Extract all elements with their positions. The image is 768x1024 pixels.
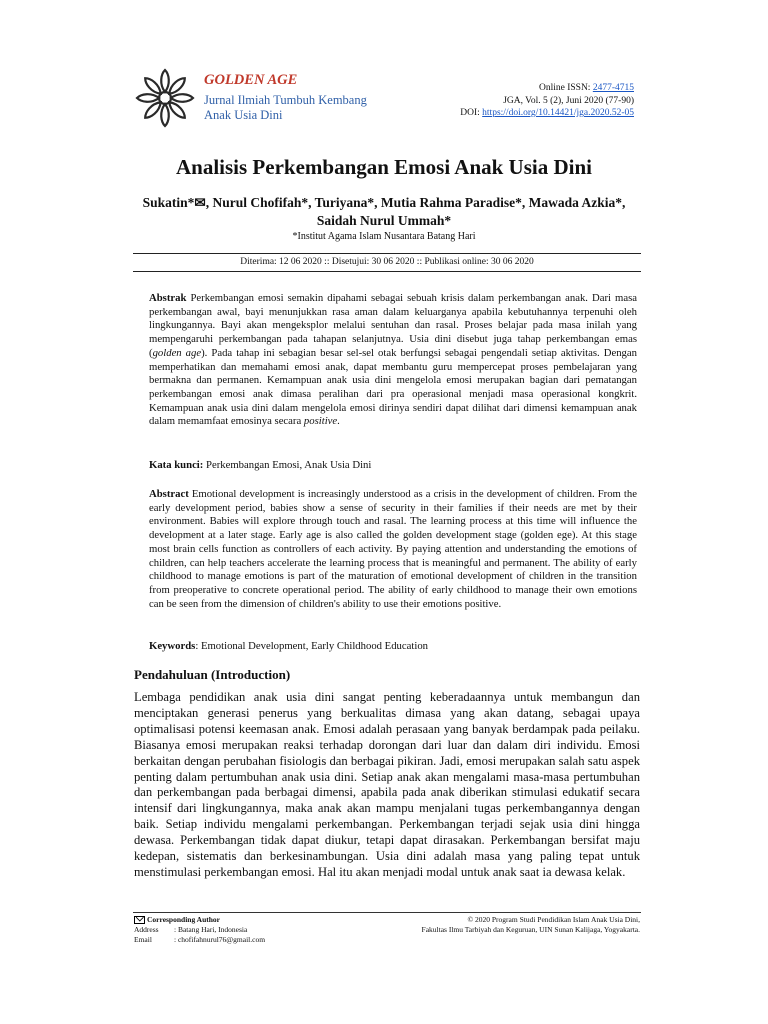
keywords-label: Keywords <box>149 640 196 652</box>
article-title: Analisis Perkembangan Emosi Anak Usia Dini <box>175 155 592 179</box>
keywords <box>149 640 637 652</box>
mail-icon <box>134 916 145 924</box>
abstrak-italic-2: positive <box>303 415 338 428</box>
issn-line <box>460 82 634 95</box>
abstrak-italic-1: golden age <box>152 346 202 359</box>
journal-subtitle-line1: Jurnal Ilmiah Tumbuh Kembang <box>204 93 367 107</box>
divider-top <box>133 253 641 254</box>
author-list <box>120 194 648 230</box>
address-line <box>134 925 265 935</box>
issn-link[interactable]: 2477-4715 <box>592 83 634 93</box>
abstrak-text-b: ). Pada tahap ini sebagian besar sel-sel otak berfungsi sebagai pengendali setiap aktivitas. Dengan memperhatikan dan memahami emosi anak, dapat membantu guru mempercepat proses pembelajaran yang bermakna dan permanen. Kemampuan anak usia dini mengelola emosi merupakan bagian dari pematangan perkembangan emosi anak dimasa peralihan dari pra operasional menjadi masa operasional kongkrit. Kemampuan anak usia dini dalam mengelola emosi dirinya sendiri dapat dilihat dari dimensi kemampuan anak dalam memamfaat emosinya secara <box>149 346 637 428</box>
divider-bottom <box>133 271 641 272</box>
email-line <box>134 935 265 945</box>
email-label: Email <box>134 935 152 944</box>
affiliation: *Institut Agama Islam Nusantara Batang Hari <box>292 231 476 242</box>
volume-line: JGA, Vol. 5 (2), Juni 2020 (77-90) <box>503 95 634 106</box>
section-heading: Pendahuluan (Introduction) <box>134 667 291 682</box>
copyright-block <box>422 915 640 935</box>
corresponding-author-block <box>134 915 265 945</box>
abstrak-text-a: Perkembangan emosi semakin dipahami sebagai sebuah krisis dalam perkembangan anak. Dari masa perkembangan awal, bayi menunjukkan rasa aman dalam keluarganya apabila kebutuhannya terpenuhi oleh lingkungannya. Bayi akan mengeksplor melalui sentuhan dan rasal. Proses belajar pada masa inilah yang mempengaruhi perkembangan pada tahapan selanjutnya. Usia dini disebut juga tahap perkembangan emas ( <box>149 292 637 359</box>
journal-subtitle-line2: Anak Usia Dini <box>204 108 283 122</box>
kata-kunci-label: Kata kunci: <box>149 459 204 471</box>
journal-subtitle <box>204 93 367 123</box>
address-value: : Batang Hari, Indonesia <box>174 925 248 934</box>
address-label: Address <box>134 925 159 934</box>
kata-kunci <box>149 459 637 471</box>
abstrak-label: Abstrak <box>149 292 187 304</box>
footer-rule <box>133 912 641 913</box>
publication-dates: Diterima: 12 06 2020 :: Disetujui: 30 06 2020 :: Publikasi online: 30 06 2020 <box>240 257 534 267</box>
keywords-text: : Emotional Development, Early Childhood Education <box>195 640 429 652</box>
abstract-text: Emotional development is increasingly understood as a crisis in the development of children. From the early development period, babies show a sense of security in their families if their needs are met by their environment. Babies will explore through touch and rasal. The learning process at this time will influence the development at a later stage. Early age is also called the golden development stage (golden ege). At this stage most brain cells function as controllers of each activity. By paying attention and understanding the emotions of children, can help teachers accelerate the learning process that is meaningful and permanent. The ability of early childhood to manage emotions is part of the maturation of emotional development of children in the transition from preoperative to concrete operational period. The ability of early childhood to manage their own emotions can be seen from the dimension of children's ability to use their emotions positive. <box>149 488 637 610</box>
author-line-1: Sukatin*✉, Nurul Chofifah*, Turiyana*, Mutia Rahma Paradise*, Mawada Azkia*, <box>142 195 626 210</box>
journal-logo <box>133 66 197 130</box>
issn-label: Online ISSN: <box>538 83 593 93</box>
copyright-line-1: © 2020 Program Studi Pendidikan Islam Anak Usia Dini, <box>467 915 640 924</box>
publication-info <box>460 82 634 120</box>
author-line-2: Saidah Nurul Ummah* <box>316 213 452 228</box>
abstract-label: Abstract <box>149 488 189 500</box>
kata-kunci-text: Perkembangan Emosi, Anak Usia Dini <box>203 459 372 471</box>
copyright-line-2: Fakultas Ilmu Tarbiyah dan Keguruan, UIN Sunan Kalijaga, Yogyakarta. <box>421 925 640 934</box>
abstrak-paragraph <box>149 292 637 429</box>
journal-name: GOLDEN AGE <box>204 72 298 88</box>
corresponding-label: Corresponding Author <box>147 915 221 924</box>
doi-line <box>460 107 634 120</box>
doi-link[interactable]: https://doi.org/10.14421/jga.2020.52-05 <box>482 108 634 118</box>
email-value[interactable]: : chofifahnurul76@gmail.com <box>174 935 266 944</box>
doi-label: DOI: <box>460 108 483 118</box>
intro-paragraph: Lembaga pendidikan anak usia dini sangat penting keberadaannya untuk membangun dan menciptakan generasi penerus yang berkualitas dimasa yang akan datang, sebagai upaya optimalisasi potensi keemasan anak. Emosi adalah perasaan yang banyak berdampak pada peilaku. Biasanya emosi merupakan reaksi terhadap dorongan dari luar dan dalam diri individu. Emosi berkaitan dengan perubahan fisiologis dan berbagai pikiran. Jadi, emosi merupakan salah satu aspek penting dalam pertumbuhan anak usia dini. Setiap anak akan mengalami masa-masa pertumbuhan dan perkembangan pada berbagai dimensi, apabila pada anak diberikan stimulasi edukatif secara intensif dari lingkungannya, maka anak akan mampu menjalani tugas perkembangannya dengan baik. Setiap individu mengalami perkembangan. Perkembangan terjadi sejak usia dini hingga dewasa. Perkembangan tidak dapat diukur, tetapi dapat dirasakan. Perkembangan bersifat maju kedepan, sistematis dan berkesinambungan. Usia dini adalah masa yang paling tepat untuk menstimulasi perkembangan emosi. Hal itu akan menjadi modal untuk anak saat ia dewasa kelak. <box>134 690 640 879</box>
corresponding-line <box>134 915 265 925</box>
abstract-paragraph <box>149 488 637 611</box>
abstrak-text-c: . <box>337 415 340 428</box>
